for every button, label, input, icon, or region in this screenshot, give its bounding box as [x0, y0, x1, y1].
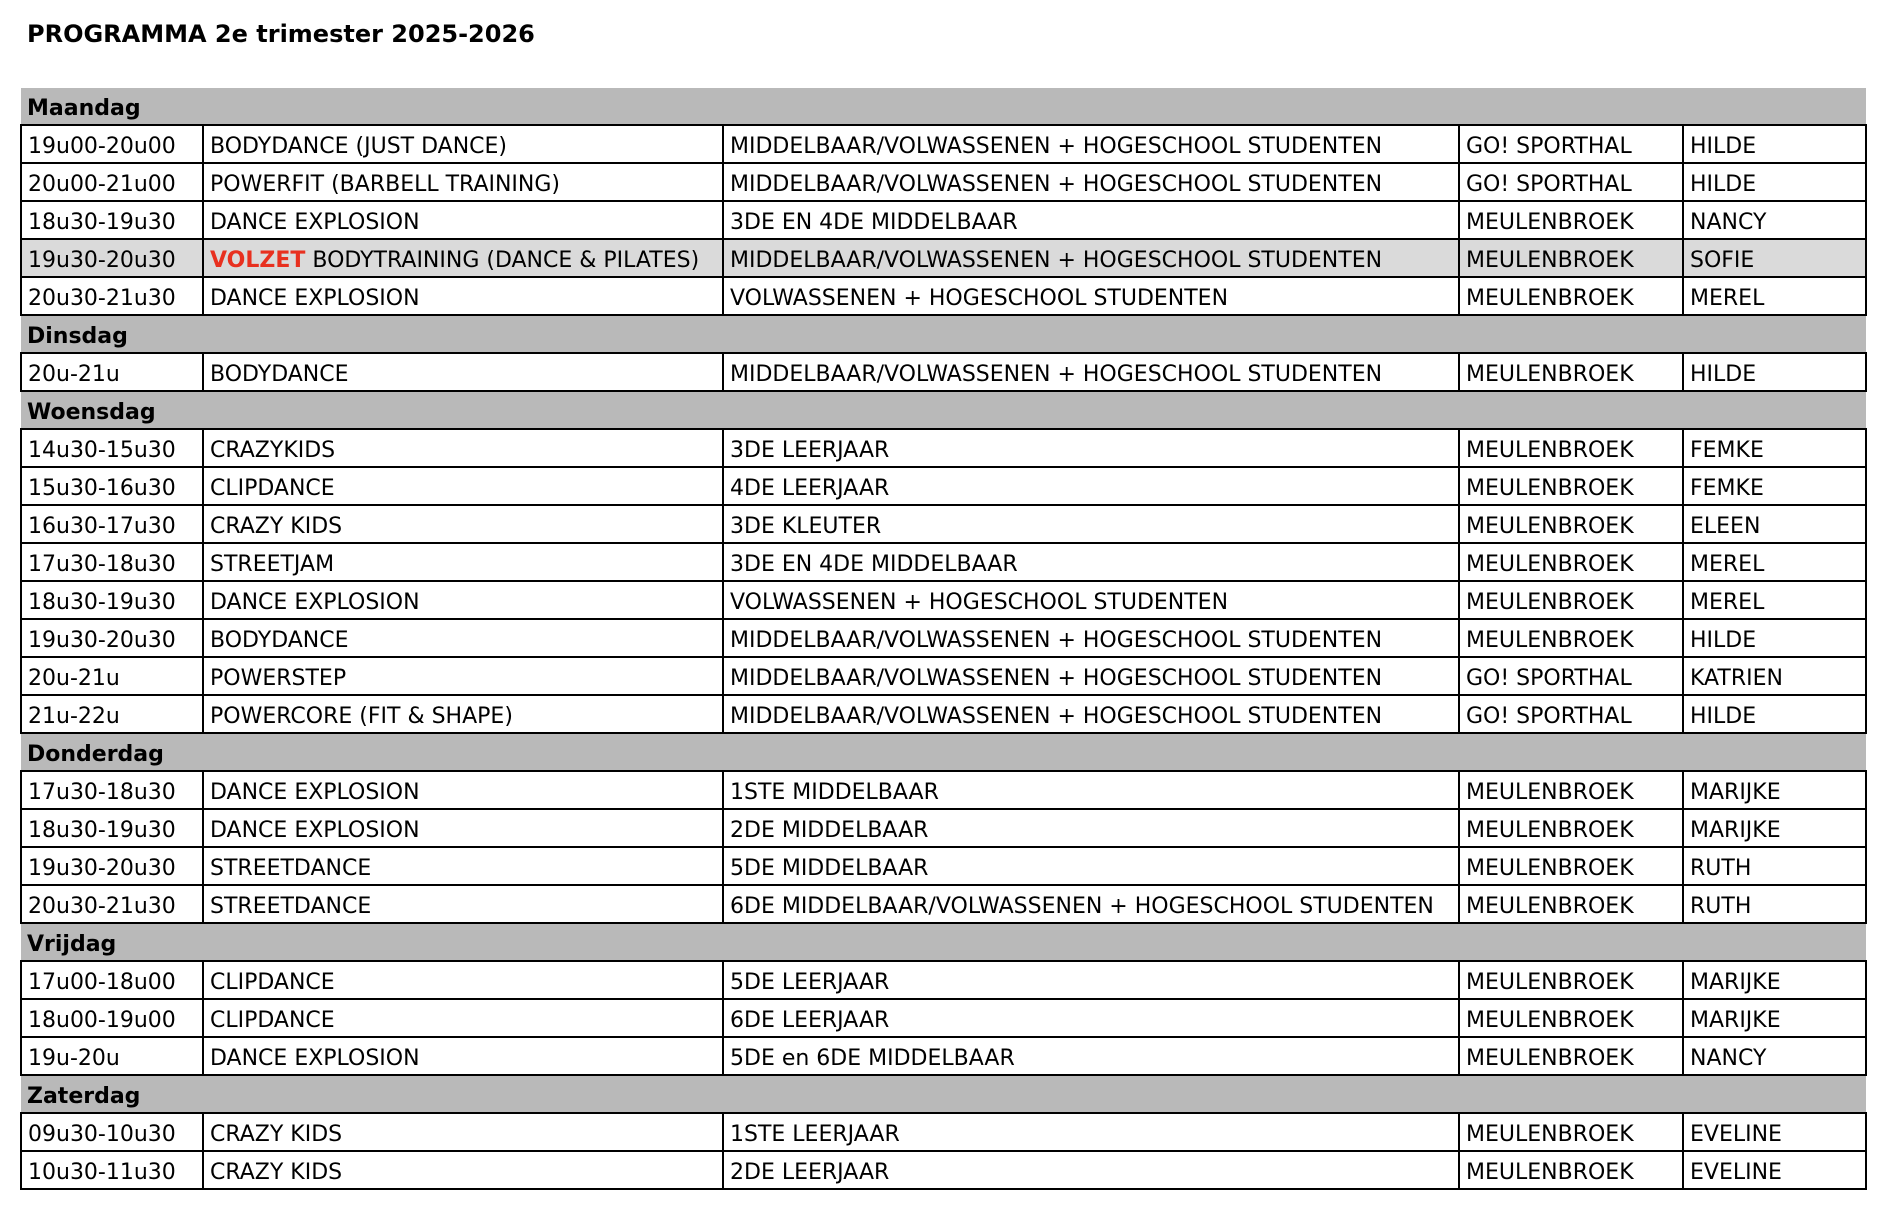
cell-venue: MEULENBROEK	[1459, 1113, 1683, 1151]
day-header-row	[21, 88, 1866, 125]
day-header: Dinsdag	[21, 315, 1866, 353]
cell-class: CLIPDANCE	[203, 467, 723, 505]
cell-class: STREETJAM	[203, 543, 723, 581]
table-row	[21, 961, 1866, 999]
cell-time: 20u-21u	[21, 353, 203, 391]
table-row	[21, 847, 1866, 885]
cell-venue: MEULENBROEK	[1459, 277, 1683, 315]
cell-venue: MEULENBROEK	[1459, 885, 1683, 923]
cell-target: 3DE EN 4DE MIDDELBAAR	[723, 543, 1459, 581]
cell-teacher: FEMKE	[1683, 467, 1866, 505]
cell-class: DANCE EXPLOSION	[203, 201, 723, 239]
cell-time: 18u30-19u30	[21, 809, 203, 847]
schedule-table	[20, 88, 1867, 1190]
day-header: Woensdag	[21, 391, 1866, 429]
table-row	[21, 999, 1866, 1037]
cell-venue: MEULENBROEK	[1459, 1037, 1683, 1075]
cell-class: POWERCORE (FIT & SHAPE)	[203, 695, 723, 733]
cell-target: 6DE LEERJAAR	[723, 999, 1459, 1037]
table-row	[21, 201, 1866, 239]
cell-time: 19u00-20u00	[21, 125, 203, 163]
cell-class: STREETDANCE	[203, 885, 723, 923]
cell-venue: MEULENBROEK	[1459, 999, 1683, 1037]
cell-class: DANCE EXPLOSION	[203, 581, 723, 619]
cell-class: BODYDANCE (JUST DANCE)	[203, 125, 723, 163]
cell-venue: MEULENBROEK	[1459, 961, 1683, 999]
cell-class: CRAZYKIDS	[203, 429, 723, 467]
schedule-body	[21, 88, 1866, 1189]
cell-time: 15u30-16u30	[21, 467, 203, 505]
table-row	[21, 353, 1866, 391]
cell-time: 20u-21u	[21, 657, 203, 695]
cell-venue: MEULENBROEK	[1459, 543, 1683, 581]
cell-target: 3DE EN 4DE MIDDELBAAR	[723, 201, 1459, 239]
cell-time: 17u30-18u30	[21, 543, 203, 581]
cell-venue: MEULENBROEK	[1459, 353, 1683, 391]
class-label: BODYTRAINING (DANCE & PILATES)	[312, 248, 700, 273]
day-header-row	[21, 733, 1866, 771]
cell-time: 20u00-21u00	[21, 163, 203, 201]
cell-class: CRAZY KIDS	[203, 1151, 723, 1189]
table-row	[21, 771, 1866, 809]
table-row	[21, 277, 1866, 315]
cell-teacher: NANCY	[1683, 1037, 1866, 1075]
cell-venue: MEULENBROEK	[1459, 809, 1683, 847]
cell-class: DANCE EXPLOSION	[203, 277, 723, 315]
cell-time: 19u-20u	[21, 1037, 203, 1075]
cell-target: 3DE LEERJAAR	[723, 429, 1459, 467]
cell-target: 3DE KLEUTER	[723, 505, 1459, 543]
cell-venue: GO! SPORTHAL	[1459, 695, 1683, 733]
cell-class: BODYDANCE	[203, 353, 723, 391]
cell-class: BODYDANCE	[203, 619, 723, 657]
cell-teacher: MARIJKE	[1683, 771, 1866, 809]
cell-time: 10u30-11u30	[21, 1151, 203, 1189]
cell-teacher: MARIJKE	[1683, 999, 1866, 1037]
table-row	[21, 1037, 1866, 1075]
cell-target: MIDDELBAAR/VOLWASSENEN + HOGESCHOOL STUDENTEN	[723, 695, 1459, 733]
cell-time: 18u00-19u00	[21, 999, 203, 1037]
table-row	[21, 657, 1866, 695]
status-badge: VOLZET	[210, 248, 306, 273]
table-row	[21, 695, 1866, 733]
cell-class: CLIPDANCE	[203, 961, 723, 999]
cell-class: STREETDANCE	[203, 847, 723, 885]
cell-teacher: RUTH	[1683, 885, 1866, 923]
cell-venue: MEULENBROEK	[1459, 505, 1683, 543]
table-row	[21, 581, 1866, 619]
table-row	[21, 125, 1866, 163]
cell-target: MIDDELBAAR/VOLWASSENEN + HOGESCHOOL STUDENTEN	[723, 125, 1459, 163]
cell-venue: MEULENBROEK	[1459, 1151, 1683, 1189]
cell-time: 17u00-18u00	[21, 961, 203, 999]
day-header-row	[21, 391, 1866, 429]
cell-venue: MEULENBROEK	[1459, 467, 1683, 505]
cell-class: CRAZY KIDS	[203, 1113, 723, 1151]
cell-time: 18u30-19u30	[21, 201, 203, 239]
cell-teacher: RUTH	[1683, 847, 1866, 885]
cell-time: 18u30-19u30	[21, 581, 203, 619]
table-row	[21, 809, 1866, 847]
table-row	[21, 1151, 1866, 1189]
cell-target: VOLWASSENEN + HOGESCHOOL STUDENTEN	[723, 277, 1459, 315]
cell-class: CRAZY KIDS	[203, 505, 723, 543]
cell-target: MIDDELBAAR/VOLWASSENEN + HOGESCHOOL STUDENTEN	[723, 619, 1459, 657]
cell-teacher: HILDE	[1683, 695, 1866, 733]
cell-target: VOLWASSENEN + HOGESCHOOL STUDENTEN	[723, 581, 1459, 619]
cell-class: DANCE EXPLOSION	[203, 809, 723, 847]
cell-venue: GO! SPORTHAL	[1459, 163, 1683, 201]
cell-venue: MEULENBROEK	[1459, 771, 1683, 809]
cell-teacher: KATRIEN	[1683, 657, 1866, 695]
cell-target: MIDDELBAAR/VOLWASSENEN + HOGESCHOOL STUDENTEN	[723, 657, 1459, 695]
cell-time: 14u30-15u30	[21, 429, 203, 467]
cell-venue: MEULENBROEK	[1459, 239, 1683, 277]
cell-target: 4DE LEERJAAR	[723, 467, 1459, 505]
cell-time: 21u-22u	[21, 695, 203, 733]
cell-venue: MEULENBROEK	[1459, 581, 1683, 619]
cell-time: 20u30-21u30	[21, 885, 203, 923]
cell-target: 5DE MIDDELBAAR	[723, 847, 1459, 885]
cell-venue: MEULENBROEK	[1459, 201, 1683, 239]
cell-teacher: ELEEN	[1683, 505, 1866, 543]
table-row	[21, 885, 1866, 923]
cell-target: 1STE MIDDELBAAR	[723, 771, 1459, 809]
table-row	[21, 505, 1866, 543]
table-row	[21, 163, 1866, 201]
cell-teacher: HILDE	[1683, 163, 1866, 201]
cell-teacher: MEREL	[1683, 581, 1866, 619]
day-header: Vrijdag	[21, 923, 1866, 961]
table-row	[21, 619, 1866, 657]
cell-teacher: SOFIE	[1683, 239, 1866, 277]
cell-class	[203, 239, 723, 277]
cell-teacher: EVELINE	[1683, 1113, 1866, 1151]
table-row	[21, 1113, 1866, 1151]
table-row	[21, 239, 1866, 277]
day-header: Zaterdag	[21, 1075, 1866, 1113]
day-header: Maandag	[21, 88, 1866, 125]
cell-target: 1STE LEERJAAR	[723, 1113, 1459, 1151]
cell-teacher: MEREL	[1683, 277, 1866, 315]
table-row	[21, 467, 1866, 505]
cell-target: 2DE MIDDELBAAR	[723, 809, 1459, 847]
cell-time: 17u30-18u30	[21, 771, 203, 809]
cell-teacher: HILDE	[1683, 125, 1866, 163]
table-row	[21, 429, 1866, 467]
cell-teacher: EVELINE	[1683, 1151, 1866, 1189]
cell-time: 19u30-20u30	[21, 847, 203, 885]
cell-teacher: HILDE	[1683, 619, 1866, 657]
day-header: Donderdag	[21, 733, 1866, 771]
cell-teacher: NANCY	[1683, 201, 1866, 239]
cell-class: DANCE EXPLOSION	[203, 771, 723, 809]
cell-venue: GO! SPORTHAL	[1459, 657, 1683, 695]
cell-target: MIDDELBAAR/VOLWASSENEN + HOGESCHOOL STUDENTEN	[723, 353, 1459, 391]
cell-venue: MEULENBROEK	[1459, 847, 1683, 885]
cell-teacher: HILDE	[1683, 353, 1866, 391]
day-header-row	[21, 923, 1866, 961]
cell-time: 20u30-21u30	[21, 277, 203, 315]
cell-class: CLIPDANCE	[203, 999, 723, 1037]
cell-target: 6DE MIDDELBAAR/VOLWASSENEN + HOGESCHOOL STUDENTEN	[723, 885, 1459, 923]
day-header-row	[21, 315, 1866, 353]
cell-teacher: FEMKE	[1683, 429, 1866, 467]
cell-teacher: MEREL	[1683, 543, 1866, 581]
cell-target: 5DE en 6DE MIDDELBAAR	[723, 1037, 1459, 1075]
cell-target: 5DE LEERJAAR	[723, 961, 1459, 999]
cell-venue: MEULENBROEK	[1459, 429, 1683, 467]
cell-target: 2DE LEERJAAR	[723, 1151, 1459, 1189]
day-header-row	[21, 1075, 1866, 1113]
cell-time: 19u30-20u30	[21, 619, 203, 657]
cell-time: 16u30-17u30	[21, 505, 203, 543]
cell-class: DANCE EXPLOSION	[203, 1037, 723, 1075]
cell-time: 19u30-20u30	[21, 239, 203, 277]
table-row	[21, 543, 1866, 581]
cell-time: 09u30-10u30	[21, 1113, 203, 1151]
cell-target: MIDDELBAAR/VOLWASSENEN + HOGESCHOOL STUDENTEN	[723, 239, 1459, 277]
cell-target: MIDDELBAAR/VOLWASSENEN + HOGESCHOOL STUDENTEN	[723, 163, 1459, 201]
cell-teacher: MARIJKE	[1683, 809, 1866, 847]
cell-class: POWERFIT (BARBELL TRAINING)	[203, 163, 723, 201]
cell-class: POWERSTEP	[203, 657, 723, 695]
page-title: PROGRAMMA 2e trimester 2025-2026	[27, 20, 535, 48]
cell-venue: MEULENBROEK	[1459, 619, 1683, 657]
cell-venue: GO! SPORTHAL	[1459, 125, 1683, 163]
cell-teacher: MARIJKE	[1683, 961, 1866, 999]
